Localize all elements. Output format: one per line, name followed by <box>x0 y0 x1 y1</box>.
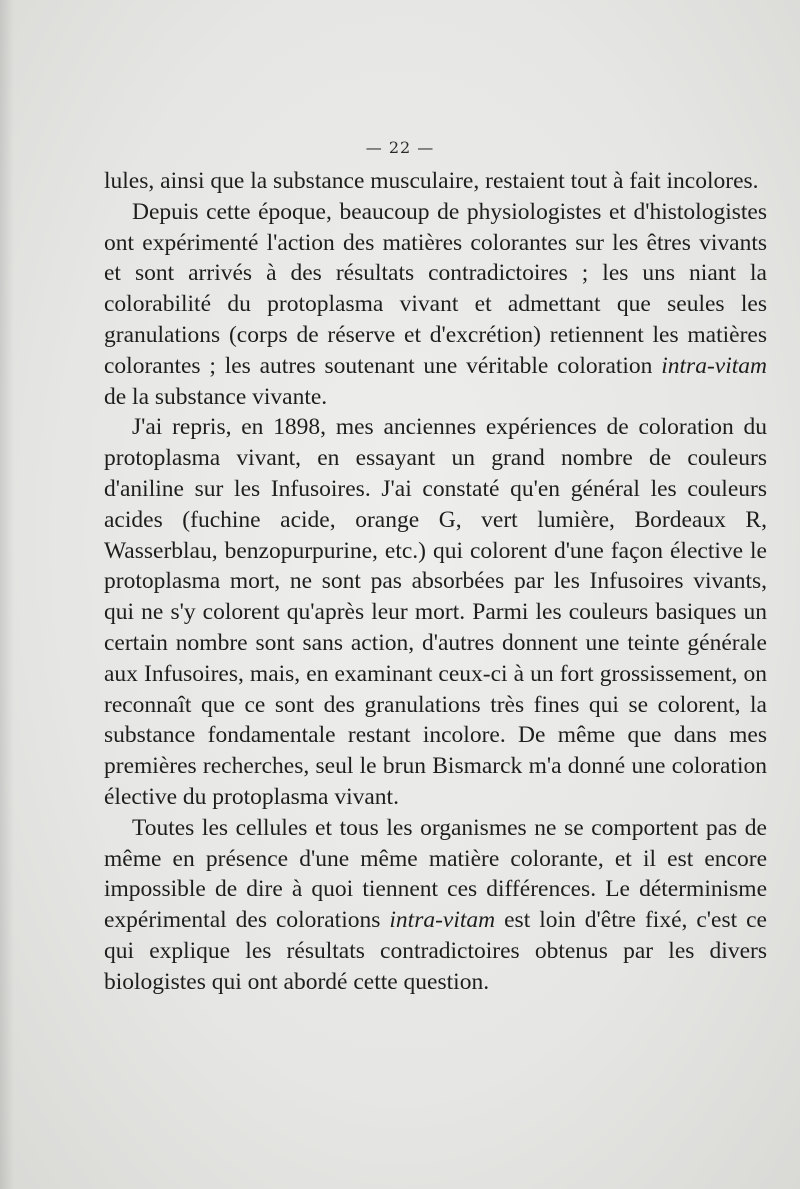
page-number: — 22 — <box>365 138 435 157</box>
text-run: est loin d'être fixé, c'est ce qui explique les résultats contradictoires obtenus par les divers biologistes qui ont abordé cette question. <box>104 907 767 995</box>
paragraph-2 <box>104 197 767 413</box>
italic-term: intra-vitam <box>661 352 767 379</box>
page-edge-shadow <box>0 0 14 1189</box>
text-run: lules, ainsi que la substance musculaire, restaient tout à fait incolores. <box>104 168 759 194</box>
text-run: J'ai repris, en 1898, mes anciennes expériences de coloration du protoplasma vivant, en essayant un grand nombre de couleurs d'aniline sur les Infusoires. J'ai constaté qu'en général les couleurs acides (fuchine acide, orange G, vert lumière, Bordeaux R, Wasserblau, benzopurpurine, etc.) qui colorent d'une façon élective le protoplasma mort, ne sont pas absorbées par les Infusoires vivants, qui ne s'y colorent qu'après leur mort. Parmi les couleurs basiques un certain nombre sont sans action, d'autres donnent une teinte générale aux Infusoires, mais, en examinant ceux-ci à un fort grossissement, on reconnaît que ce sont des granulations très fines qui se colorent, la substance fondamentale restant incolore. De même que dans mes premières recherches, seul le brun Bismarck m'a donné une coloration élective du protoplasma vivant. <box>104 414 767 810</box>
text-run: de la substance vivante. <box>104 383 328 410</box>
paragraph-4 <box>104 813 767 998</box>
body-text <box>104 166 767 998</box>
paragraph-3 <box>104 412 767 812</box>
text-run: Depuis cette époque, beaucoup de physiologistes et d'histologistes ont expérimenté l'action des matières colorantes sur les êtres vivants et sont arrivés à des résultats contradictoires ; les uns niant la colorabilité du protoplasma vivant et admettant que seules les granulations (corps de réserve et d'excrétion) retiennent les matières colorantes ; les autres soutenant une véritable coloration <box>104 198 767 379</box>
italic-term: intra-vitam <box>389 907 496 934</box>
paragraph-1 <box>104 166 767 197</box>
text-run: Toutes les cellules et tous les organismes ne se comportent pas de même en présence d'une même matière colorante, et il est encore impossible de dire à quoi tiennent ces différences. Le déterminisme expérimental des colorations <box>104 814 767 934</box>
